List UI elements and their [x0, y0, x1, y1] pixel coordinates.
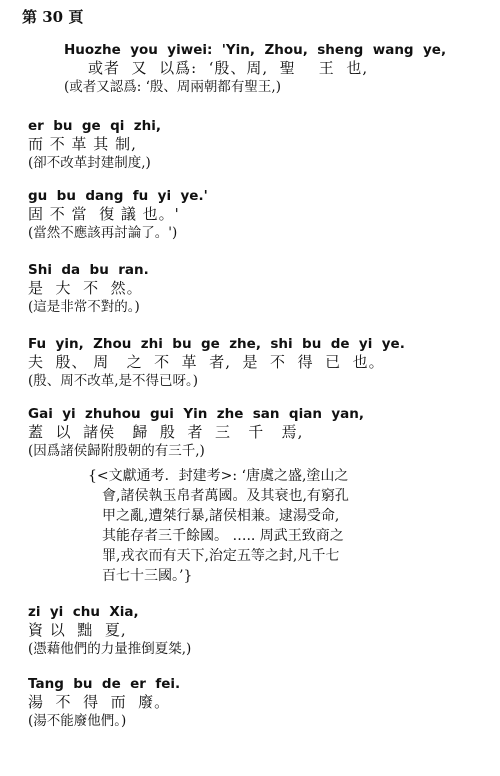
chinese-line: 或者 又 以爲: ‘殷、周, 聖 王 也,	[88, 59, 369, 77]
translation-line: (殷、周不改革,是不得已呀。)	[28, 373, 199, 389]
note-line: 其能存者三千餘國。 ….. 周武王致商之	[102, 528, 344, 544]
chinese-line: 是 大 不 然。	[28, 279, 143, 297]
note-line: 甲之亂,遭桀行暴,諸侯相兼。逮湯受命,	[102, 508, 340, 524]
pinyin-line: zi yi chu Xia,	[28, 604, 139, 620]
translation-line: (卻不改革封建制度,)	[28, 155, 151, 171]
passage-block-3	[28, 190, 488, 242]
passage-block-5	[28, 338, 488, 390]
pinyin-line: er bu ge qi zhi,	[28, 118, 162, 134]
note-line: 百七十三國。’}	[102, 568, 193, 584]
pinyin-line: Gai yi zhuhou gui Yin zhe san qian yan,	[28, 406, 364, 422]
note-line: {<文獻通考．封建考>: ‘唐虞之盛,塗山之	[88, 468, 349, 484]
pinyin-line: Huozhe you yiwei: 'Yin, Zhou, sheng wang ye,	[64, 42, 447, 58]
passage-block-8	[28, 678, 488, 730]
passage-block-4	[28, 264, 488, 316]
passage-block-2	[28, 120, 488, 172]
pinyin-line: Fu yin, Zhou zhi bu ge zhe, shi bu de yi ye.	[28, 336, 405, 352]
page-number-header: 第 30 頁	[22, 8, 84, 26]
translation-line: (憑藉他們的力量推倒夏桀,)	[28, 641, 192, 657]
translation-line: (因爲諸侯歸附殷朝的有三千,)	[28, 443, 205, 459]
pinyin-line: gu bu dang fu yi ye.'	[28, 188, 208, 204]
translation-line: (湯不能廢他們。)	[28, 713, 127, 729]
note-line: 會,諸侯執玉帛者萬國。及其衰也,有窮孔	[102, 488, 349, 504]
pinyin-line: Shi da bu ran.	[28, 262, 149, 278]
pinyin-line: Tang bu de er fei.	[28, 676, 181, 692]
note-line: 罪,戎衣而有天下,治定五等之封,凡千七	[102, 548, 340, 564]
passage-block-6	[28, 408, 488, 460]
translation-line: (當然不應該再討論了。')	[28, 225, 178, 241]
chinese-line: 而 不 革 其 制,	[28, 135, 137, 153]
passage-block-7	[28, 606, 488, 658]
chinese-line: 湯 不 得 而 廢。	[28, 693, 171, 711]
citation-note	[88, 466, 493, 586]
chinese-line: 固 不 當 復 議 也。'	[28, 205, 180, 223]
translation-line: (這是非常不對的。)	[28, 299, 140, 315]
chinese-line: 資 以 黜 夏,	[28, 621, 127, 639]
chinese-line: 夫 殷、 周 之 不 革 者, 是 不 得 已 也。	[28, 353, 385, 371]
passage-block-1	[28, 44, 488, 96]
translation-line: (或者又認爲: ‘殷、周兩朝都有聖王,)	[64, 79, 281, 95]
chinese-line: 蓋 以 諸侯 歸 殷 者 三 千 焉,	[28, 423, 304, 441]
